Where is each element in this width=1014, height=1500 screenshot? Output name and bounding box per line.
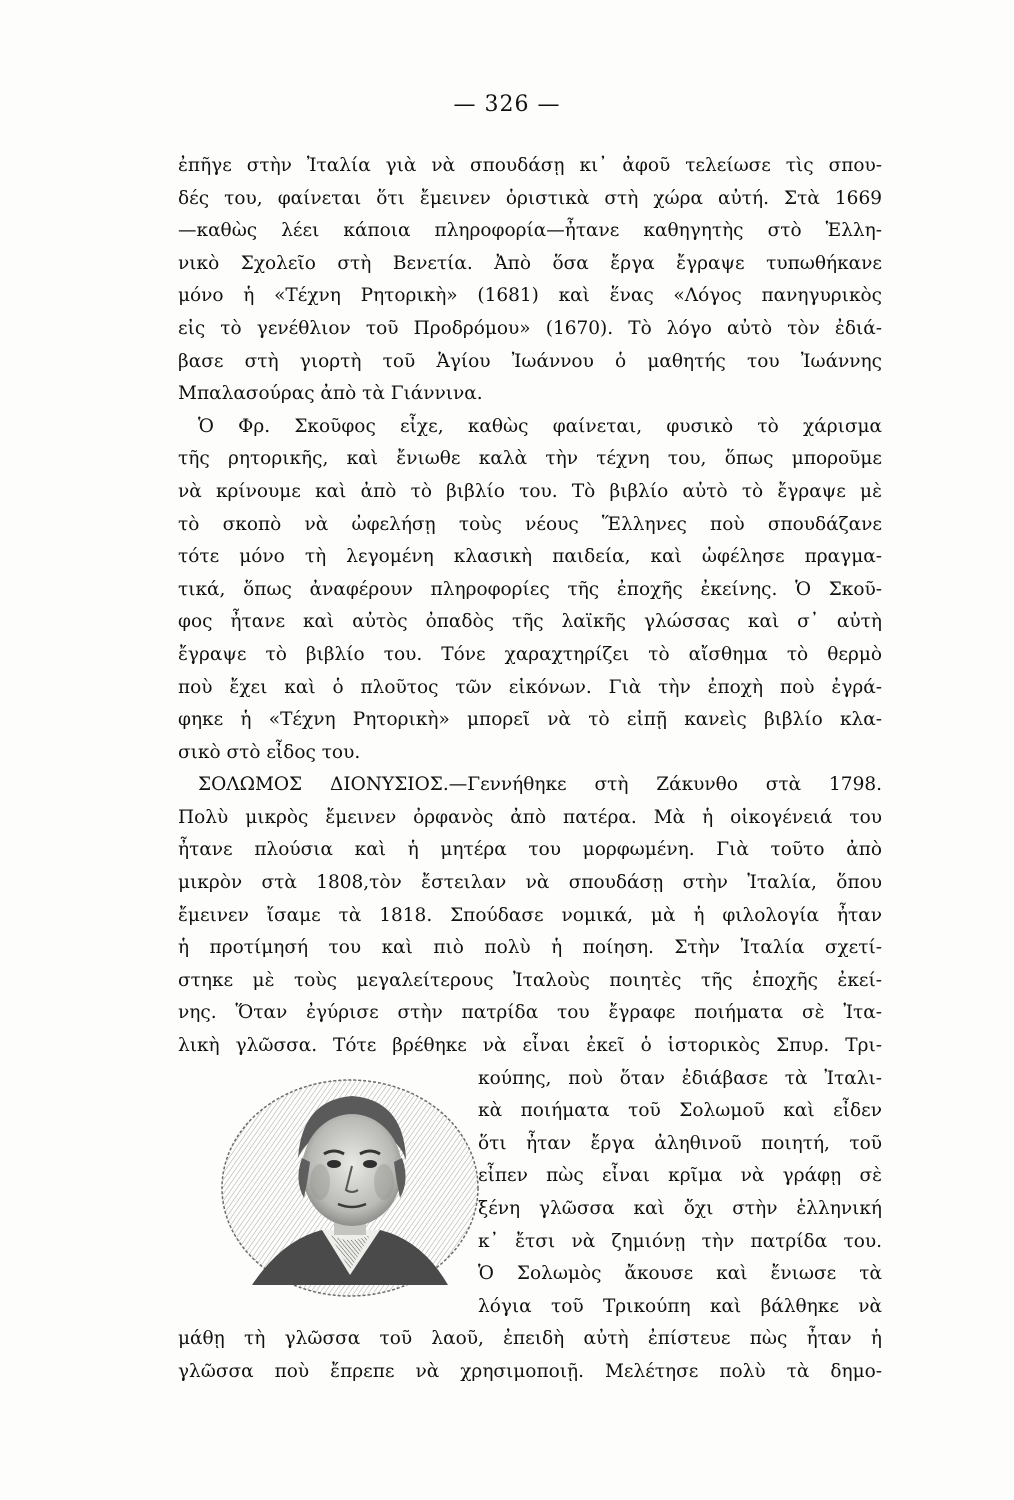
text-line: τῆς ρητορικῆς, καὶ ἔνιωθε καλὰ τὴν τέχνη του, ὅπως μποροῦμε [178,448,882,470]
text-line: νης. Ὅταν ἐγύρισε στὴν πατρίδα του ἔγραφε ποιήματα σὲ Ἰτα- [178,1002,882,1024]
text-line: εἰς τὸ γενέθλιον τοῦ Προδρόμου» (1670). Τὸ λόγο αὐτὸ τὸν ἐδιά- [178,317,882,339]
page-number: — 326 — [453,92,561,117]
text-line: μικρὸν στὰ 1808,τὸν ἔστειλαν νὰ σπουδάσῃ στὴν Ἰταλία, ὅπου [178,872,882,894]
text-line: τότε μόνο τὴ λεγομένη κλασικὴ παιδεία, καὶ ὠφέλησε πραγμα- [178,546,882,568]
portrait-illustration [212,1070,482,1300]
text-line: μάθῃ τὴ γλῶσσα τοῦ λαοῦ, ἐπειδὴ αὐτὴ ἐπίστευε πὼς ἦταν ἡ [178,1328,882,1350]
text-line: λικὴ γλῶσσα. Τότε βρέθηκε νὰ εἶναι ἐκεῖ ὁ ἱστορικὸς Σπυρ. Τρι- [178,1035,882,1057]
text-line: Μπαλασούρας ἀπὸ τὰ Γιάννινα. [178,383,483,405]
text-line: τικά, ὅπως ἀναφέρουν πληροφορίες τῆς ἐποχῆς ἐκείνης. Ὁ Σκοῦ- [178,578,882,600]
text-line: βασε στὴ γιορτὴ τοῦ Ἁγίου Ἰωάννου ὁ μαθητής του Ἰωάννης [178,350,882,372]
text-line: στηκε μὲ τοὺς μεγαλείτερους Ἰταλοὺς ποιητὲς τῆς ἐποχῆς ἐκεί- [178,969,882,991]
text-line: δές του, φαίνεται ὅτι ἔμεινεν ὁριστικὰ στὴ χώρα αὐτή. Στὰ 1669 [178,187,882,209]
text-line: Πολὺ μικρὸς ἔμεινεν ὀρφανὸς ἀπὸ πατέρα. Μὰ ἡ οἰκογένειά του [178,806,882,828]
text-line: λόγια τοῦ Τρικούπη καὶ βάλθηκε νὰ [478,1295,882,1317]
text-line: κ᾽ ἔτσι νὰ ζημιόνῃ τὴν πατρίδα του. [478,1230,882,1252]
text-line: νὰ κρίνουμε καὶ ἀπὸ τὸ βιβλίο του. Τὸ βιβλίο αὐτὸ τὸ ἔγραψε μὲ [178,480,882,502]
text-line: —καθὼς λέει κάποια πληροφορία—ἦτανε καθηγητὴς στὸ Ἑλλη- [178,220,882,242]
text-line: ὅτι ἦταν ἔργα ἀληθινοῦ ποιητή, τοῦ [478,1132,882,1154]
text-line: νικὸ Σχολεῖο στὴ Βενετία. Ἀπὸ ὅσα ἔργα ἔγραψε τυπωθήκανε [178,252,882,274]
text-line: Ὁ Σολωμὸς ἄκουσε καὶ ἔνιωσε τὰ [478,1263,882,1285]
text-line: κὰ ποιήματα τοῦ Σολωμοῦ καὶ εἶδεν [478,1100,882,1122]
text-line: ἡ προτίμησή του καὶ πιὸ πολὺ ἡ ποίηση. Στὴν Ἰταλία σχετί- [178,937,882,959]
text-line: ξένη γλῶσσα καὶ ὄχι στὴν ἑλληνική [478,1198,882,1219]
text-line: μόνο ἡ «Τέχνη Ρητορικὴ» (1681) καὶ ἕνας «Λόγος πανηγυρικὸς [178,285,882,307]
text-line: ἔμεινεν ἴσαμε τὰ 1818. Σπούδασε νομικά, μὰ ἡ φιλολογία ἦταν [178,904,882,926]
entry-heading-line: ΣΟΛΩΜΟΣ ΔΙΟΝΥΣΙΟΣ.—Γεννήθηκε στὴ Ζάκυνθο στὰ 1798. [198,774,882,796]
text-line: εἶπεν πὼς εἶναι κρῖμα νὰ γράφῃ σὲ [478,1165,882,1187]
text-line: φος ἦτανε καὶ αὐτὸς ὀπαδὸς τῆς λαϊκῆς γλώσσας καὶ σ᾽ αὐτὴ [178,611,882,633]
text-line: Ὁ Φρ. Σκοῦφος εἶχε, καθὼς φαίνεται, φυσικὸ τὸ χάρισμα [198,415,882,437]
text-line: κούπης, ποὺ ὅταν ἐδιάβασε τὰ Ἰταλι- [478,1067,882,1089]
text-line: ἦτανε πλούσια καὶ ἡ μητέρα του μορφωμένη. Γιὰ τοῦτο ἀπὸ [178,839,882,861]
text-line: φηκε ἡ «Τέχνη Ρητορικὴ» μπορεῖ νὰ τὸ εἰπῇ κανεὶς βιβλίο κλα- [178,709,882,731]
text-line: σικὸ στὸ εἶδος του. [178,741,361,763]
text-line: ἔγραψε τὸ βιβλίο του. Τόνε χαραχτηρίζει τὸ αἴσθημα τὸ θερμὸ [178,643,882,665]
text-line: τὸ σκοπὸ νὰ ὠφελήσῃ τοὺς νέους Ἕλληνες ποὺ σπουδάζανε [178,513,882,535]
text-line: γλῶσσα ποὺ ἔπρεπε νὰ χρησιμοποιῇ. Μελέτησε πολὺ τὰ δημο- [178,1360,882,1382]
text-line: ποὺ ἔχει καὶ ὁ πλοῦτος τῶν εἰκόνων. Γιὰ τὴν ἐποχὴ ποὺ ἐγρά- [178,676,882,698]
text-line: ἐπῆγε στὴν Ἰταλία γιὰ νὰ σπουδάσῃ κι᾽ ἀφοῦ τελείωσε τὶς σπου- [178,155,882,176]
